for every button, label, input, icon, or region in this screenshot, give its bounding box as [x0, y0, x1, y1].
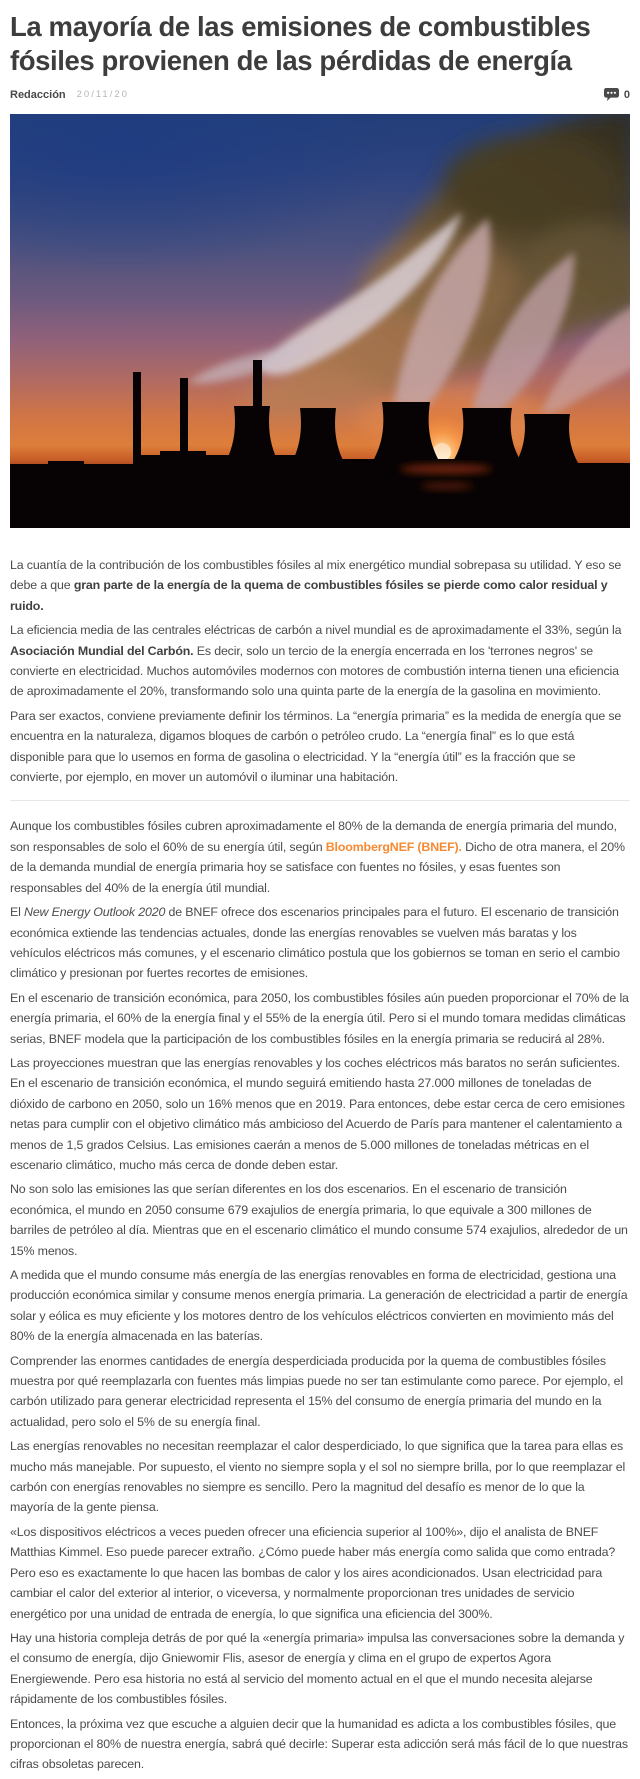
paragraph [10, 1265, 630, 1347]
paragraph [10, 988, 630, 1049]
text: El [10, 905, 25, 920]
paragraph [10, 902, 630, 984]
publish-date: 20/11/20 [76, 89, 129, 100]
text: Hay una historia compleja detrás de por qué la «energía primaria» impulsa las conversaciones sobre la demanda y el consumo de energía, dijo Gniewomir Flis, asesor de energía y clima en el grupo de expertos Agora Energiewende. Pero esa historia no está al servicio del momento actual en el que el mundo necesita alejarse rápidamente de los combustibles fósiles. [10, 1630, 625, 1707]
text: A medida que el mundo consume más energía de las energías renovables en forma de electricidad, gestiona una producción económica similar y consume menos energía primaria. La generación de electricidad a partir de energía solar y eólica es muy eficiente y los motores dentro de los vehículos eléctricos convierten en movimiento más del 80% de la energía almacenada en las baterías. [10, 1268, 628, 1344]
text: La cuantía de la contribución de los combustibles fósiles al mix energético mundial sobrepasa su utilidad. Y eso se debe a que [10, 558, 622, 593]
text: Entonces, la próxima vez que escuche a alguien decir que la humanidad es adicta a los combustibles fósiles, que proporcionan el 80% de nuestra energía, sabrá qué decirle: Superar esta adicción será más fácil de lo que nuestras cifras obsoletas parecen. [10, 1716, 628, 1772]
comments-link[interactable] [604, 88, 630, 101]
text: «Los dispositivos eléctricos a veces pueden ofrecer una eficiencia superior al 100%», dijo el analista de BNEF Matthias Kimmel. Eso puede parecer extraño. ¿Cómo puede haber más energía como salida que como entrada? Pero eso es exactamente lo que hacen las bombas de calor y los aires acondicionados. Usan electricidad para cambiar el calor del exterior al interior, o viceversa, y normalmente proporcionan tres unidades de servicio energético por una unidad de entrada de energía, lo que significa una eficiencia del 300%. [10, 1524, 616, 1621]
bold-text: gran parte de la energía de la quema de combustibles fósiles se pierde como calor residual y ruido. [10, 578, 608, 613]
author-link[interactable]: Redacción [10, 88, 66, 101]
paragraph [10, 816, 630, 898]
bold-text: Asociación Mundial del Carbón. [10, 643, 194, 658]
text: Dicho de otra manera, el 20% de la demanda mundial de energía primaria hoy se satisface con fuentes no fósiles, y esas fuentes son responsables del 40% de la energía útil mundial. [10, 839, 625, 895]
text: Las energías renovables no necesitan reemplazar el calor desperdiciado, lo que significa que la tarea para ellas es mucho más manejable. Por supuesto, el viento no siempre sopla y el sol no siempre brilla, por lo que reemplazar el carbón con energías renovables no siempre es sencillo. Pero la magnitud del desafío es menor de lo que la mayoría de la gente piensa. [10, 1439, 626, 1515]
paragraph [10, 1053, 630, 1175]
article-body [10, 555, 630, 1775]
paragraph [10, 706, 630, 788]
comments-count: 0 [623, 88, 630, 101]
text: En el escenario de transición económica, para 2050, los combustibles fósiles aún pueden proporcionar el 70% de la energía primaria, el 60% de la energía final y el 55% de la energía útil. Pero si el mundo tomara medidas climáticas serias, BNEF modela que la participación de los combustibles fósiles en la energía primaria se reducirá al 28%. [10, 990, 629, 1046]
paragraph [10, 1628, 630, 1710]
text: Aunque los combustibles fósiles cubren aproximadamente el 80% de la demanda de energía primaria del mundo, son responsables de solo el 60% de su energía útil, según [10, 819, 617, 854]
text: Para ser exactos, conviene previamente definir los términos. La “energía primaria” es la medida de energía que se encuentra en la naturaleza, digamos bloques de carbón o petróleo crudo. La “energía final” es lo que está disponible para que lo usemos en forma de gasolina o electricidad. Y la “energía útil” es la fracción que se convierte, por ejemplo, en mover un automóvil o iluminar una habitación. [10, 708, 622, 785]
comment-bubble-icon [604, 88, 619, 101]
paragraph [10, 1351, 630, 1433]
text: Comprender las enormes cantidades de energía desperdiciada producida por la quema de combustibles fósiles muestra por qué reemplazarla con fuentes más limpias puede no ser tan estimulante como parece. Por ejemplo, el carbón utilizado para generar electricidad representa el 15% del consumo de energía primaria del mundo en la actualidad, pero solo el 5% de su energía final. [10, 1353, 623, 1429]
text: Las proyecciones muestran que las energías renovables y los coches eléctricos más baratos no serán suficientes. En el escenario de transición económica, el mundo seguirá emitiendo hasta 27.000 millones de toneladas de dióxido de carbono en 2050, solo un 16% menos que en 2019. Para entonces, debe estar cerca de cero emisiones netas para cumplir con el objetivo climático más ambicioso del Acuerdo de París para mantener el calentamiento a menos de 1,5 grados Celsius. Las emisiones caerán a menos de 5.000 millones de toneladas métricas en el escenario climático, mucho más cerca de donde deben estar. [10, 1055, 625, 1172]
page-title: La mayoría de las emisiones de combustibles fósiles provienen de las pérdidas de energía [10, 11, 591, 76]
text: La eficiencia media de las centrales eléctricas de carbón a nivel mundial es de aproximadamente el 33%, según la [10, 623, 622, 638]
hero-image-scene [10, 114, 630, 528]
paragraph [10, 1179, 630, 1261]
italic-text: New Energy Outlook 2020 [24, 905, 166, 920]
paragraph [10, 1436, 630, 1518]
byline [10, 88, 630, 101]
paragraph [10, 555, 630, 616]
text: Es decir, solo un tercio de la energía encerrada en los 'terrones negros' se convierte en electricidad. Muchos automóviles modernos con motores de combustión interna tienen una eficiencia de aproximadamente el 20%, transformando solo una quinta parte de la energía de la gasolina en movimiento. [10, 643, 619, 699]
text: No son solo las emisiones las que serían diferentes en los dos escenarios. En el escenario de transición económica, el mundo en 2050 consume 679 exajulios de energía primaria, lo que equivale a 300 millones de barriles de petróleo al día. Mientras que en el escenario climático el mundo consume 574 exajulios, alrededor de un 15% menos. [10, 1182, 628, 1258]
text: de BNEF ofrece dos escenarios principales para el futuro. El escenario de transición económica extiende las tendencias actuales, donde las energías renovables se vuelven más baratas y los vehículos eléctricos más comunes, y el escenario climático postula que los gobiernos se toman en serio el cambio climático y presionan por fuertes recortes de emisiones. [10, 905, 620, 981]
paragraph [10, 1522, 630, 1624]
paragraph [10, 1714, 630, 1775]
power-plant-sunset-photo [10, 114, 630, 528]
section-divider [10, 800, 630, 801]
paragraph [10, 620, 630, 702]
inline-link[interactable]: BloombergNEF (BNEF). [325, 839, 462, 854]
